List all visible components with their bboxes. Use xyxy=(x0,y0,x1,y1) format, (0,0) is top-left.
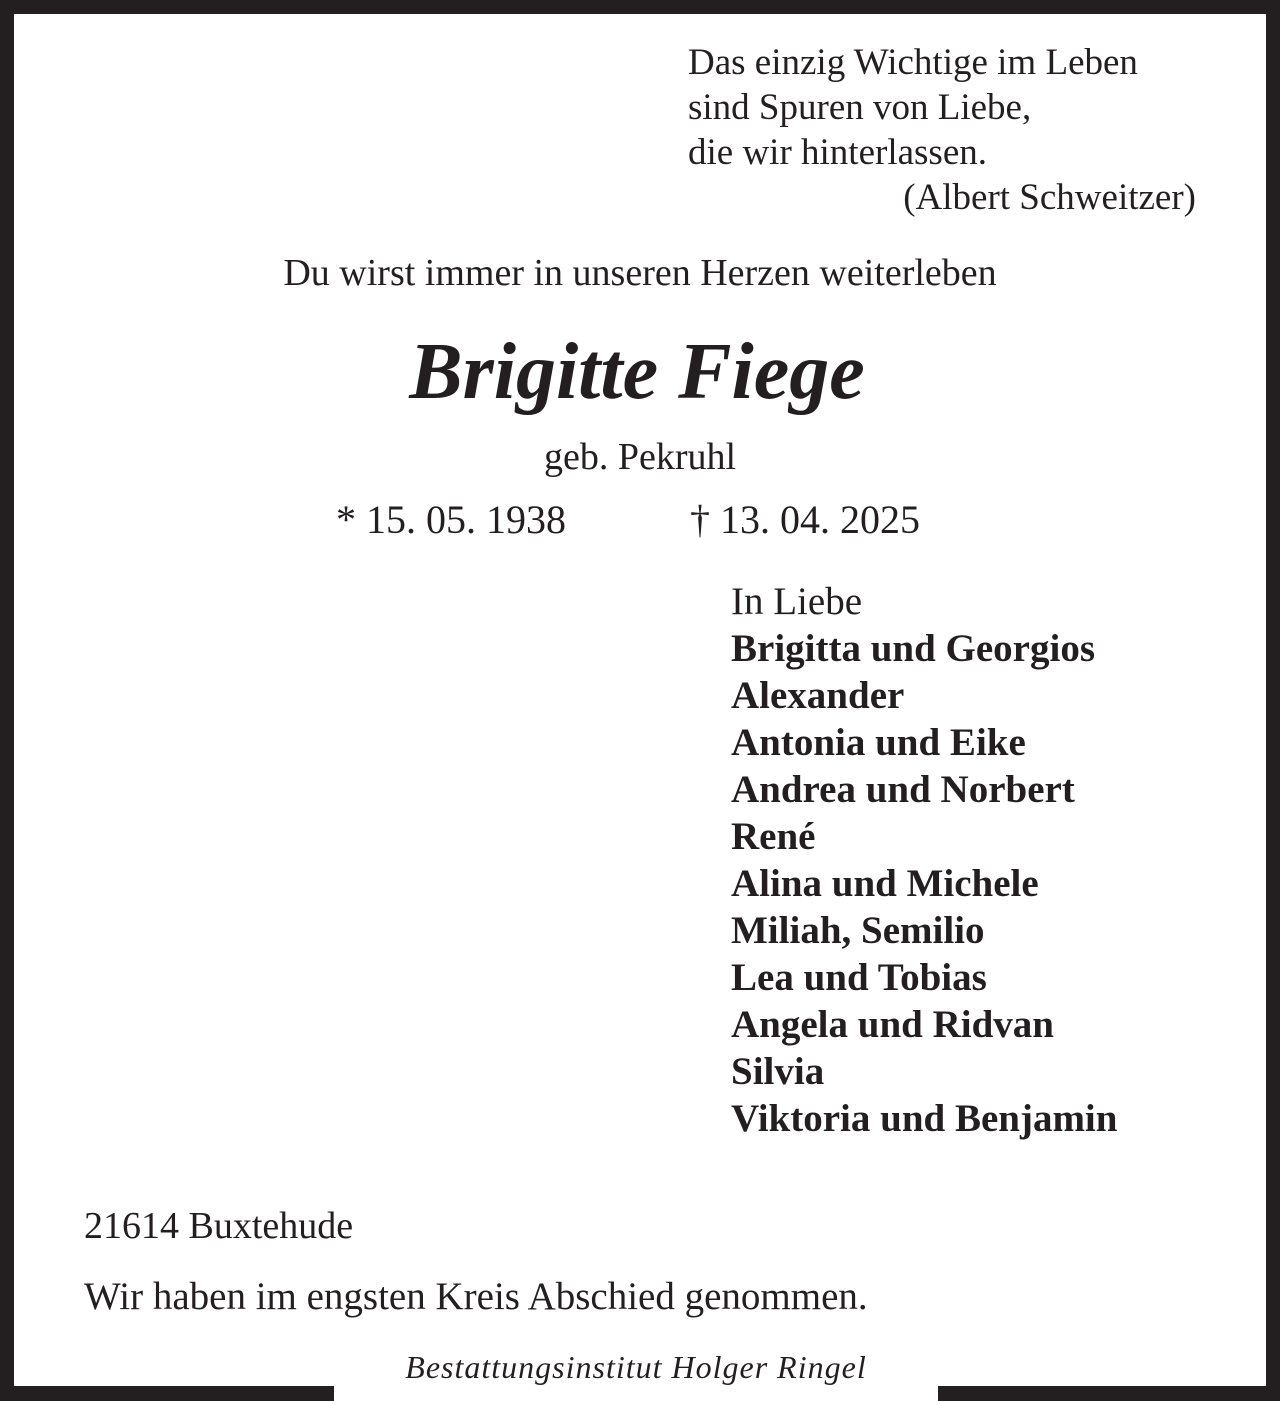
family-list xyxy=(731,578,1117,1142)
birth-date: * 15. 05. 1938 xyxy=(336,497,566,542)
funeral-home: Bestattungsinstitut Holger Ringel xyxy=(405,1349,867,1385)
family-member: Alina und Michele xyxy=(731,862,1039,905)
family-member: Andrea und Norbert xyxy=(731,768,1075,811)
border-top xyxy=(0,0,1280,14)
family-member: Silvia xyxy=(731,1050,825,1093)
quote-line: die wir hinterlassen. xyxy=(688,132,987,173)
border-bottom-left xyxy=(0,1386,334,1401)
memorial-subtitle xyxy=(0,250,1280,296)
quote-block xyxy=(688,40,1200,220)
quote-line: Das einzig Wichtige im Leben xyxy=(688,42,1138,83)
family-member: Angela und Ridvan xyxy=(731,1003,1054,1046)
family-member: Miliah, Semilio xyxy=(731,909,985,952)
family-member: Alexander xyxy=(731,674,905,717)
family-member: Brigitta und Georgios xyxy=(731,627,1096,670)
family-member: Antonia und Eike xyxy=(731,721,1026,764)
border-right xyxy=(1266,0,1280,1401)
family-member: Lea und Tobias xyxy=(731,956,987,999)
quote-line: sind Spuren von Liebe, xyxy=(688,87,1032,128)
quote-author: (Albert Schweitzer) xyxy=(903,177,1196,218)
border-bottom-right xyxy=(938,1386,1280,1401)
farewell-note: Wir haben im engsten Kreis Abschied genommen. xyxy=(84,1275,868,1318)
family-intro: In Liebe xyxy=(731,580,863,623)
death-date: † 13. 04. 2025 xyxy=(690,497,920,542)
address: 21614 Buxtehude xyxy=(84,1205,354,1247)
birth-name: geb. Pekruhl xyxy=(543,436,737,478)
family-member: Viktoria und Benjamin xyxy=(731,1097,1118,1140)
deceased-name: Brigitte Fiege xyxy=(409,328,865,416)
border-left xyxy=(0,0,14,1401)
family-member: René xyxy=(731,815,816,858)
memorial-subtitle-text: Du wirst immer in unseren Herzen weiterleben xyxy=(283,252,997,294)
